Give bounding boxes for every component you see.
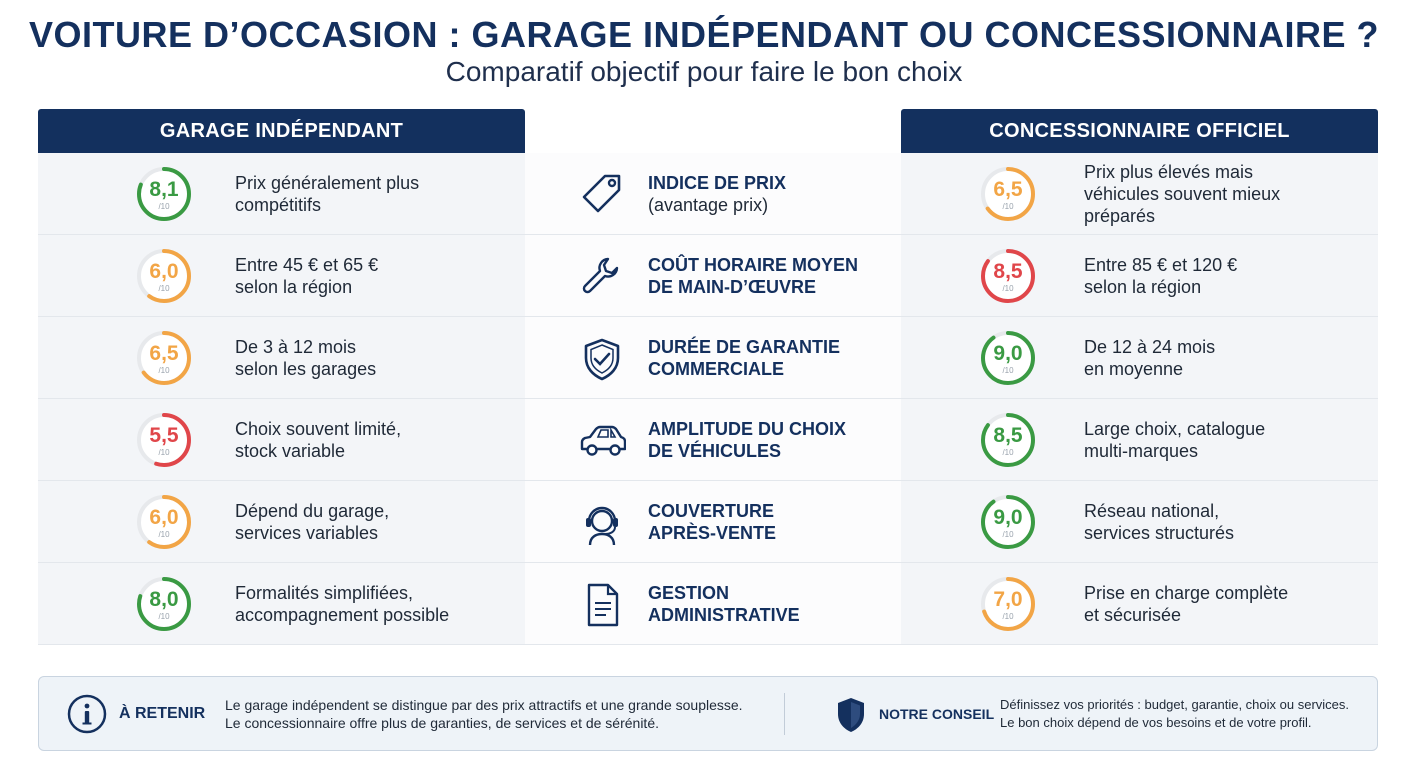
description-line: services variables (235, 523, 379, 543)
score-gauge-left (136, 166, 192, 222)
criterion-label (648, 500, 888, 544)
description-left (235, 500, 515, 544)
criterion-line: ADMINISTRATIVE (648, 605, 800, 625)
document-icon (578, 581, 626, 629)
description-left (235, 172, 515, 216)
page-title: VOITURE D’OCCASION : GARAGE INDÉPENDANT OU CONCESSIONNAIRE ? (28, 14, 1380, 55)
table-row (38, 235, 1378, 316)
column-header-dealer: CONCESSIONNAIRE OFFICIEL (901, 109, 1378, 153)
footer-summary (38, 676, 1378, 751)
description-line: selon la région (1084, 277, 1202, 297)
description-right (1084, 336, 1374, 380)
wrench-icon (578, 253, 626, 301)
score-gauge-right (980, 166, 1036, 222)
score-gauge-right (980, 330, 1036, 386)
criterion-label (648, 582, 888, 626)
criterion-line: INDICE DE PRIX (648, 173, 787, 193)
description-line: De 12 à 24 mois (1084, 337, 1216, 357)
advice-line: Définissez vos priorités : budget, garantie, choix ou services. (1000, 697, 1350, 712)
score-gauge-right (980, 248, 1036, 304)
table-row (38, 563, 1378, 644)
score-denominator: /10 (158, 366, 170, 375)
score-value: 8,0 (149, 588, 179, 611)
headset-icon (578, 499, 626, 547)
score-denominator: /10 (1002, 530, 1014, 539)
criterion-line: DE MAIN-D’ŒUVRE (648, 277, 817, 297)
criterion-line: COMMERCIALE (648, 359, 784, 379)
description-right (1084, 161, 1374, 227)
criterion-line: COUVERTURE (648, 501, 775, 521)
description-right (1084, 254, 1374, 298)
advice-line: Le bon choix dépend de vos besoins et de votre profil. (1000, 715, 1312, 730)
score-value: 5,5 (149, 424, 179, 447)
description-line: et sécurisée (1084, 605, 1182, 625)
description-right (1084, 500, 1374, 544)
table-row (38, 481, 1378, 562)
description-left (235, 254, 515, 298)
score-gauge-right (980, 412, 1036, 468)
criterion-line: AMPLITUDE DU CHOIX (648, 419, 846, 439)
price-tag-icon (578, 171, 626, 219)
score-gauge-left (136, 576, 192, 632)
description-line: Entre 85 € et 120 € (1084, 255, 1238, 275)
score-gauge-left (136, 494, 192, 550)
table-row (38, 317, 1378, 398)
description-left (235, 336, 515, 380)
score-denominator: /10 (158, 530, 170, 539)
score-value: 6,5 (993, 178, 1023, 201)
description-line: Entre 45 € et 65 € (235, 255, 379, 275)
score-gauge-right (980, 494, 1036, 550)
retain-label: À RETENIR (119, 705, 206, 722)
score-denominator: /10 (1002, 448, 1014, 457)
score-denominator: /10 (1002, 612, 1014, 621)
criterion-label (648, 254, 888, 298)
retain-line: Le garage indépendent se distingue par des prix attractifs et une grande souplesse. (225, 697, 743, 713)
footer-divider (784, 693, 785, 735)
description-line: Dépend du garage, (235, 501, 390, 521)
score-denominator: /10 (1002, 366, 1014, 375)
criterion-label (648, 418, 888, 462)
criterion-line: DURÉE DE GARANTIE (648, 337, 841, 357)
info-icon (67, 694, 107, 734)
description-line: multi-marques (1084, 441, 1199, 461)
description-line: Prise en charge complète (1084, 583, 1289, 603)
retain-line: Le concessionnaire offre plus de garanties, de services et de sérénité. (225, 715, 659, 731)
description-line: Choix souvent limité, (235, 419, 402, 439)
description-right (1084, 418, 1374, 462)
score-value: 6,5 (149, 342, 179, 365)
description-line: accompagnement possible (235, 605, 450, 625)
description-left (235, 582, 515, 626)
description-line: préparés (1084, 206, 1156, 226)
description-right (1084, 582, 1374, 626)
advice-label: NOTRE CONSEIL (879, 706, 995, 722)
score-gauge-left (136, 248, 192, 304)
score-denominator: /10 (158, 202, 170, 211)
description-line: selon la région (235, 277, 353, 297)
score-value: 9,0 (993, 342, 1023, 365)
description-line: véhicules souvent mieux (1084, 184, 1281, 204)
score-denominator: /10 (158, 448, 170, 457)
description-line: Large choix, catalogue (1084, 419, 1266, 439)
criterion-sublabel: (avantage prix) (648, 195, 769, 215)
score-value: 6,0 (149, 506, 179, 529)
score-gauge-left (136, 330, 192, 386)
criterion-line: DE VÉHICULES (648, 441, 782, 461)
column-header-independent: GARAGE INDÉPENDANT (38, 109, 525, 153)
description-line: stock variable (235, 441, 346, 461)
description-line: De 3 à 12 mois (235, 337, 357, 357)
description-line: services structurés (1084, 523, 1235, 543)
description-line: compétitifs (235, 195, 322, 215)
shield-check-icon (578, 335, 626, 383)
description-left (235, 418, 515, 462)
table-row (38, 399, 1378, 480)
score-value: 8,5 (993, 260, 1023, 283)
description-line: Prix généralement plus (235, 173, 420, 193)
criterion-label (648, 336, 888, 380)
score-value: 8,1 (149, 178, 179, 201)
score-gauge-right (980, 576, 1036, 632)
description-line: Réseau national, (1084, 501, 1220, 521)
table-row (38, 153, 1378, 234)
description-line: Formalités simplifiées, (235, 583, 414, 603)
page-subtitle: Comparatif objectif pour faire le bon choix (445, 56, 963, 87)
car-icon (578, 417, 626, 465)
criterion-line: COÛT HORAIRE MOYEN (648, 255, 859, 275)
criterion-label (648, 172, 888, 216)
description-line: en moyenne (1084, 359, 1184, 379)
score-value: 8,5 (993, 424, 1023, 447)
score-denominator: /10 (158, 284, 170, 293)
description-line: Prix plus élevés mais (1084, 162, 1254, 182)
score-value: 9,0 (993, 506, 1023, 529)
score-value: 7,0 (993, 588, 1023, 611)
description-line: selon les garages (235, 359, 377, 379)
score-value: 6,0 (149, 260, 179, 283)
score-denominator: /10 (1002, 202, 1014, 211)
comparison-table (38, 153, 1378, 645)
score-denominator: /10 (1002, 284, 1014, 293)
advice-text (1000, 696, 1375, 732)
criterion-line: APRÈS-VENTE (648, 523, 777, 543)
score-gauge-left (136, 412, 192, 468)
retain-text (225, 696, 765, 732)
shield-icon (836, 697, 866, 733)
criterion-line: GESTION (648, 583, 730, 603)
score-denominator: /10 (158, 612, 170, 621)
